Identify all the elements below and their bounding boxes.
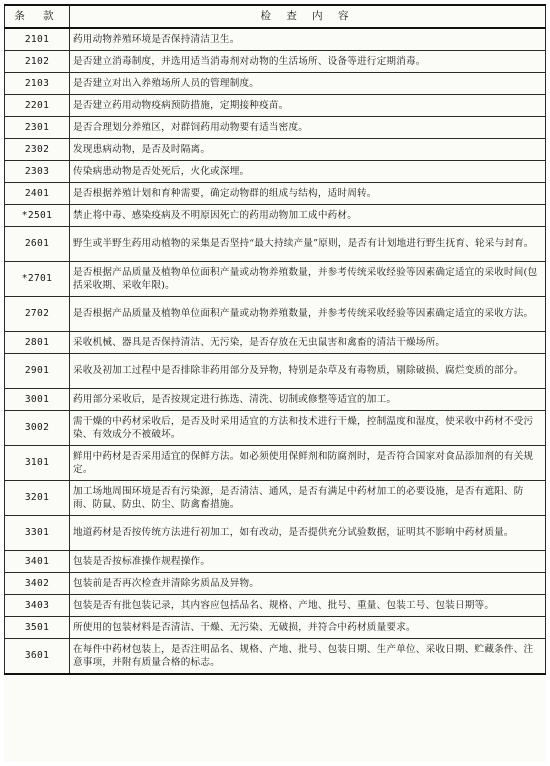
clause-number: 3501: [5, 617, 70, 639]
inspection-table: [4, 4, 546, 675]
clause-number: 2702: [5, 297, 70, 332]
inspection-content: 是否根据产品质量及植物单位面积产量或动物养殖数量，并参考传统采收经验等因素确定适宜的采收时间(包括采收期、采收年限)。: [70, 262, 546, 297]
table-row: [5, 551, 546, 573]
inspection-content: 所使用的包装材料是否清洁、干燥、无污染、无破损，并符合中药材质量要求。: [70, 617, 546, 639]
inspection-content: 是否建立消毒制度，并选用适当消毒剂对动物的生活场所、设备等进行定期消毒。: [70, 51, 546, 73]
inspection-content: 野生或半野生药用动植物的采集是否坚持“最大持续产量”原则，是否有计划地进行野生抚育、轮采与封育。: [70, 227, 546, 262]
clause-number: 3403: [5, 595, 70, 617]
inspection-content: 是否合理划分养殖区，对群饲药用动物要有适当密度。: [70, 117, 546, 139]
clause-number: 3201: [5, 481, 70, 516]
inspection-content: 采收及初加工过程中是否排除非药用部分及异物，特别是杂草及有毒物质，剔除破损、腐烂变质的部分。: [70, 354, 546, 389]
table-row: [5, 595, 546, 617]
table-row: [5, 481, 546, 516]
clause-number: 3002: [5, 411, 70, 446]
header-inspection-content: 检 查 内 容: [70, 5, 546, 28]
inspection-content: 药用动物养殖环境是否保持清洁卫生。: [70, 28, 546, 51]
clause-number: 2801: [5, 332, 70, 354]
clause-number: 2401: [5, 183, 70, 205]
table-row: [5, 139, 546, 161]
inspection-content: 是否建立对出入养殖场所人员的管理制度。: [70, 73, 546, 95]
inspection-content: 采收机械、器具是否保持清洁、无污染，是否存放在无虫鼠害和禽畜的清洁干燥场所。: [70, 332, 546, 354]
table-row: [5, 28, 546, 51]
table-row: [5, 411, 546, 446]
clause-number: 2201: [5, 95, 70, 117]
table-row: [5, 573, 546, 595]
clause-number: 3402: [5, 573, 70, 595]
table-row: [5, 205, 546, 227]
table-row: [5, 73, 546, 95]
clause-number: 2302: [5, 139, 70, 161]
table-row: [5, 51, 546, 73]
inspection-content: 是否根据养殖计划和育种需要，确定动物群的组成与结构，适时周转。: [70, 183, 546, 205]
table-row: [5, 332, 546, 354]
inspection-content: 是否根据产品质量及植物单位面积产量或动物养殖数量，并参考传统采收经验等因素确定适宜的采收方法。: [70, 297, 546, 332]
table-row: [5, 297, 546, 332]
inspection-content: 药用部分采收后，是否按规定进行拣选、清洗、切制或修整等适宜的加工。: [70, 389, 546, 411]
table-row: [5, 639, 546, 675]
clause-number: 3401: [5, 551, 70, 573]
inspection-content: 鲜用中药材是否采用适宜的保鲜方法。如必须使用保鲜剂和防腐剂时，是否符合国家对食品添加剂的有关规定。: [70, 446, 546, 481]
inspection-content: 需干燥的中药材采收后，是否及时采用适宜的方法和技术进行干燥，控制温度和湿度，使采收中药材不受污染、有效成分不被破坏。: [70, 411, 546, 446]
clause-number: 3101: [5, 446, 70, 481]
header-clause-number: 条 款: [5, 5, 70, 28]
inspection-content: 发现患病动物，是否及时隔离。: [70, 139, 546, 161]
table-row: [5, 95, 546, 117]
inspection-table-sheet: [4, 4, 546, 762]
table-row: [5, 446, 546, 481]
clause-number: 2901: [5, 354, 70, 389]
inspection-content: 包装是否有批包装记录，其内容应包括品名、规格、产地、批号、重量、包装工号、包装日期等。: [70, 595, 546, 617]
table-row: [5, 262, 546, 297]
table-row: [5, 617, 546, 639]
inspection-content: 是否建立药用动物疫病预防措施，定期接种疫苗。: [70, 95, 546, 117]
inspection-content: 包装是否按标准操作规程操作。: [70, 551, 546, 573]
clause-number: 2601: [5, 227, 70, 262]
table-row: [5, 117, 546, 139]
table-header-row: [5, 5, 546, 28]
table-row: [5, 161, 546, 183]
table-row: [5, 227, 546, 262]
table-row: [5, 516, 546, 551]
inspection-content: 在每件中药材包装上，是否注明品名、规格、产地、批号、包装日期、生产单位、采收日期、贮藏条件、注意事项，并附有质量合格的标志。: [70, 639, 546, 675]
inspection-content: 加工场地周围环境是否有污染源，是否清洁、通风，是否有满足中药材加工的必要设施，是否有遮阳、防雨、防鼠、防虫、防尘、防禽畜措施。: [70, 481, 546, 516]
inspection-content: 地道药材是否按传统方法进行初加工，如有改动，是否提供充分试验数据，证明其不影响中药材质量。: [70, 516, 546, 551]
clause-number: 2301: [5, 117, 70, 139]
clause-number: 2102: [5, 51, 70, 73]
inspection-content: 传染病患动物是否处死后，火化或深埋。: [70, 161, 546, 183]
clause-number: *2701: [5, 262, 70, 297]
inspection-content: 包装前是否再次检查并清除劣质品及异物。: [70, 573, 546, 595]
table-row: [5, 183, 546, 205]
clause-number: 3001: [5, 389, 70, 411]
table-row: [5, 389, 546, 411]
clause-number: 2303: [5, 161, 70, 183]
inspection-content: 禁止将中毒、感染疫病及不明原因死亡的药用动物加工成中药材。: [70, 205, 546, 227]
clause-number: *2501: [5, 205, 70, 227]
clause-number: 2101: [5, 28, 70, 51]
clause-number: 2103: [5, 73, 70, 95]
clause-number: 3301: [5, 516, 70, 551]
table-row: [5, 354, 546, 389]
clause-number: 3601: [5, 639, 70, 675]
